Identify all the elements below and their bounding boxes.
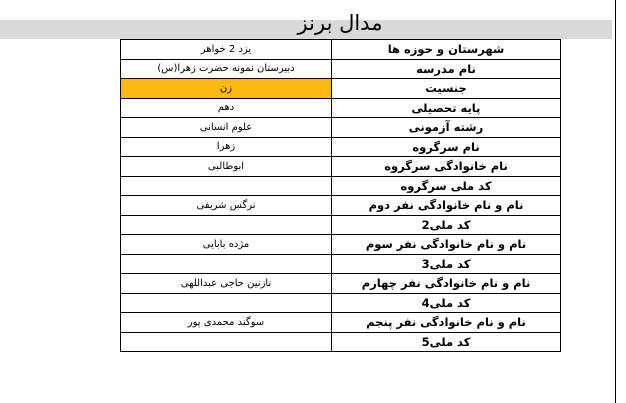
- table-value-cell: [121, 215, 332, 235]
- table-row: [121, 215, 561, 235]
- page-border-line: [615, 0, 616, 403]
- table-value-cell: زهرا: [121, 137, 332, 157]
- table-label-cell: کد ملی5: [332, 332, 561, 352]
- table-row-highlighted: [121, 79, 561, 99]
- table-label-cell: کد ملی4: [332, 293, 561, 313]
- table-row: [121, 254, 561, 274]
- table-row: [121, 313, 561, 333]
- table-row: [121, 196, 561, 216]
- table-row: [121, 176, 561, 196]
- table-label-cell: نام و نام خانوادگی نفر دوم: [332, 196, 561, 216]
- table-row: [121, 59, 561, 79]
- table-value-cell: [121, 254, 332, 274]
- table-value-cell: [121, 176, 332, 196]
- medal-info-table: [120, 39, 561, 352]
- table-label-cell: نام خانوادگی سرگروه: [332, 157, 561, 177]
- table-value-cell: علوم انسانی: [121, 118, 332, 138]
- table-label-cell: نام سرگروه: [332, 137, 561, 157]
- table-label-cell: پایه تحصیلی: [332, 98, 561, 118]
- table-value-cell: [121, 293, 332, 313]
- table-label-cell: نام و نام خانوادگی نفر چهارم: [332, 274, 561, 294]
- table-row: [121, 40, 561, 60]
- table-value-cell: ابوطالبی: [121, 157, 332, 177]
- table-row: [121, 157, 561, 177]
- table-label-cell: شهرستان و حوزه ها: [332, 40, 561, 60]
- table-value-cell: سوگند محمدی پور: [121, 313, 332, 333]
- table-label-cell: جنسیت: [332, 79, 561, 99]
- table-row: [121, 98, 561, 118]
- table-row: [121, 293, 561, 313]
- table-label-cell: کد ملی2: [332, 215, 561, 235]
- table-label-cell: کد ملی سرگروه: [332, 176, 561, 196]
- table-value-cell: یزد 2 خواهر: [121, 40, 332, 60]
- table-row: [121, 235, 561, 255]
- page-title: مدال برنز: [297, 11, 383, 35]
- table-row: [121, 274, 561, 294]
- table-value-cell: دهم: [121, 98, 332, 118]
- table-value-cell: نازنین حاجی عبداللهی: [121, 274, 332, 294]
- table-value-cell: مژده بابایی: [121, 235, 332, 255]
- table-row: [121, 137, 561, 157]
- table-value-cell: نرگس شریفی: [121, 196, 332, 216]
- table-row: [121, 332, 561, 352]
- table-value-cell: [121, 332, 332, 352]
- table-value-cell: دبیرستان نمونه حضرت زهرا(س): [121, 59, 332, 79]
- table-label-cell: رشته آزمونی: [332, 118, 561, 138]
- table-value-cell[interactable]: زن: [121, 79, 332, 99]
- table-label-cell: کد ملی3: [332, 254, 561, 274]
- table-row: [121, 118, 561, 138]
- table-label-cell: نام و نام خانوادگی نفر سوم: [332, 235, 561, 255]
- table-label-cell: نام و نام خانوادگی نفر پنجم: [332, 313, 561, 333]
- table-label-cell: نام مدرسه: [332, 59, 561, 79]
